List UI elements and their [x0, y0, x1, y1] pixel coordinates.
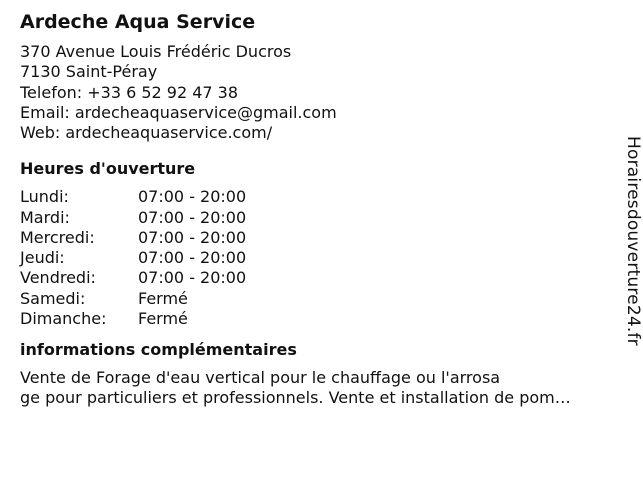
day-label: Jeudi: [20, 248, 65, 268]
day-hours: 07:00 - 20:00 [138, 187, 247, 207]
hours-row-wednesday [20, 228, 610, 248]
additional-info-text [20, 368, 610, 409]
additional-info-line-2: ge pour particuliers et professionnels. Vente et installation de pom… [20, 388, 571, 408]
opening-hours-table [20, 187, 610, 328]
day-hours: 07:00 - 20:00 [138, 268, 247, 288]
day-hours: Fermé [138, 288, 188, 308]
day-label: Dimanche: [20, 308, 107, 328]
address-street: 370 Avenue Louis Frédéric Ducros [20, 42, 292, 61]
day-hours: 07:00 - 20:00 [138, 248, 247, 268]
site-brand-vertical: Horairesdouverture24.fr [623, 136, 643, 346]
contact-block [20, 42, 610, 143]
business-name: Ardeche Aqua Service [20, 11, 256, 33]
hours-row-sunday [20, 309, 610, 329]
business-card [20, 9, 610, 409]
day-label: Vendredi: [20, 268, 96, 288]
day-label: Samedi: [20, 288, 86, 308]
additional-info-heading: informations complémentaires [20, 339, 297, 359]
hours-row-thursday [20, 248, 610, 268]
hours-row-saturday [20, 289, 610, 309]
address-city: 7130 Saint-Péray [20, 62, 158, 82]
day-label: Lundi: [20, 187, 69, 207]
email-text: Email: ardecheaquaservice@gmail.com [20, 102, 337, 122]
day-hours: 07:00 - 20:00 [138, 227, 247, 247]
day-hours: 07:00 - 20:00 [138, 207, 247, 227]
additional-info-line-1: Vente de Forage d'eau vertical pour le chauffage ou l'arrosa [20, 367, 501, 387]
day-label: Mercredi: [20, 227, 95, 247]
hours-row-tuesday [20, 208, 610, 228]
hours-row-monday [20, 187, 610, 207]
day-label: Mardi: [20, 207, 70, 227]
phone-text: Telefon: +33 6 52 92 47 38 [20, 82, 239, 102]
hours-row-friday [20, 268, 610, 288]
day-hours: Fermé [138, 308, 188, 328]
opening-hours-heading: Heures d'ouverture [20, 159, 196, 179]
website-text: Web: ardecheaquaservice.com/ [20, 123, 273, 143]
